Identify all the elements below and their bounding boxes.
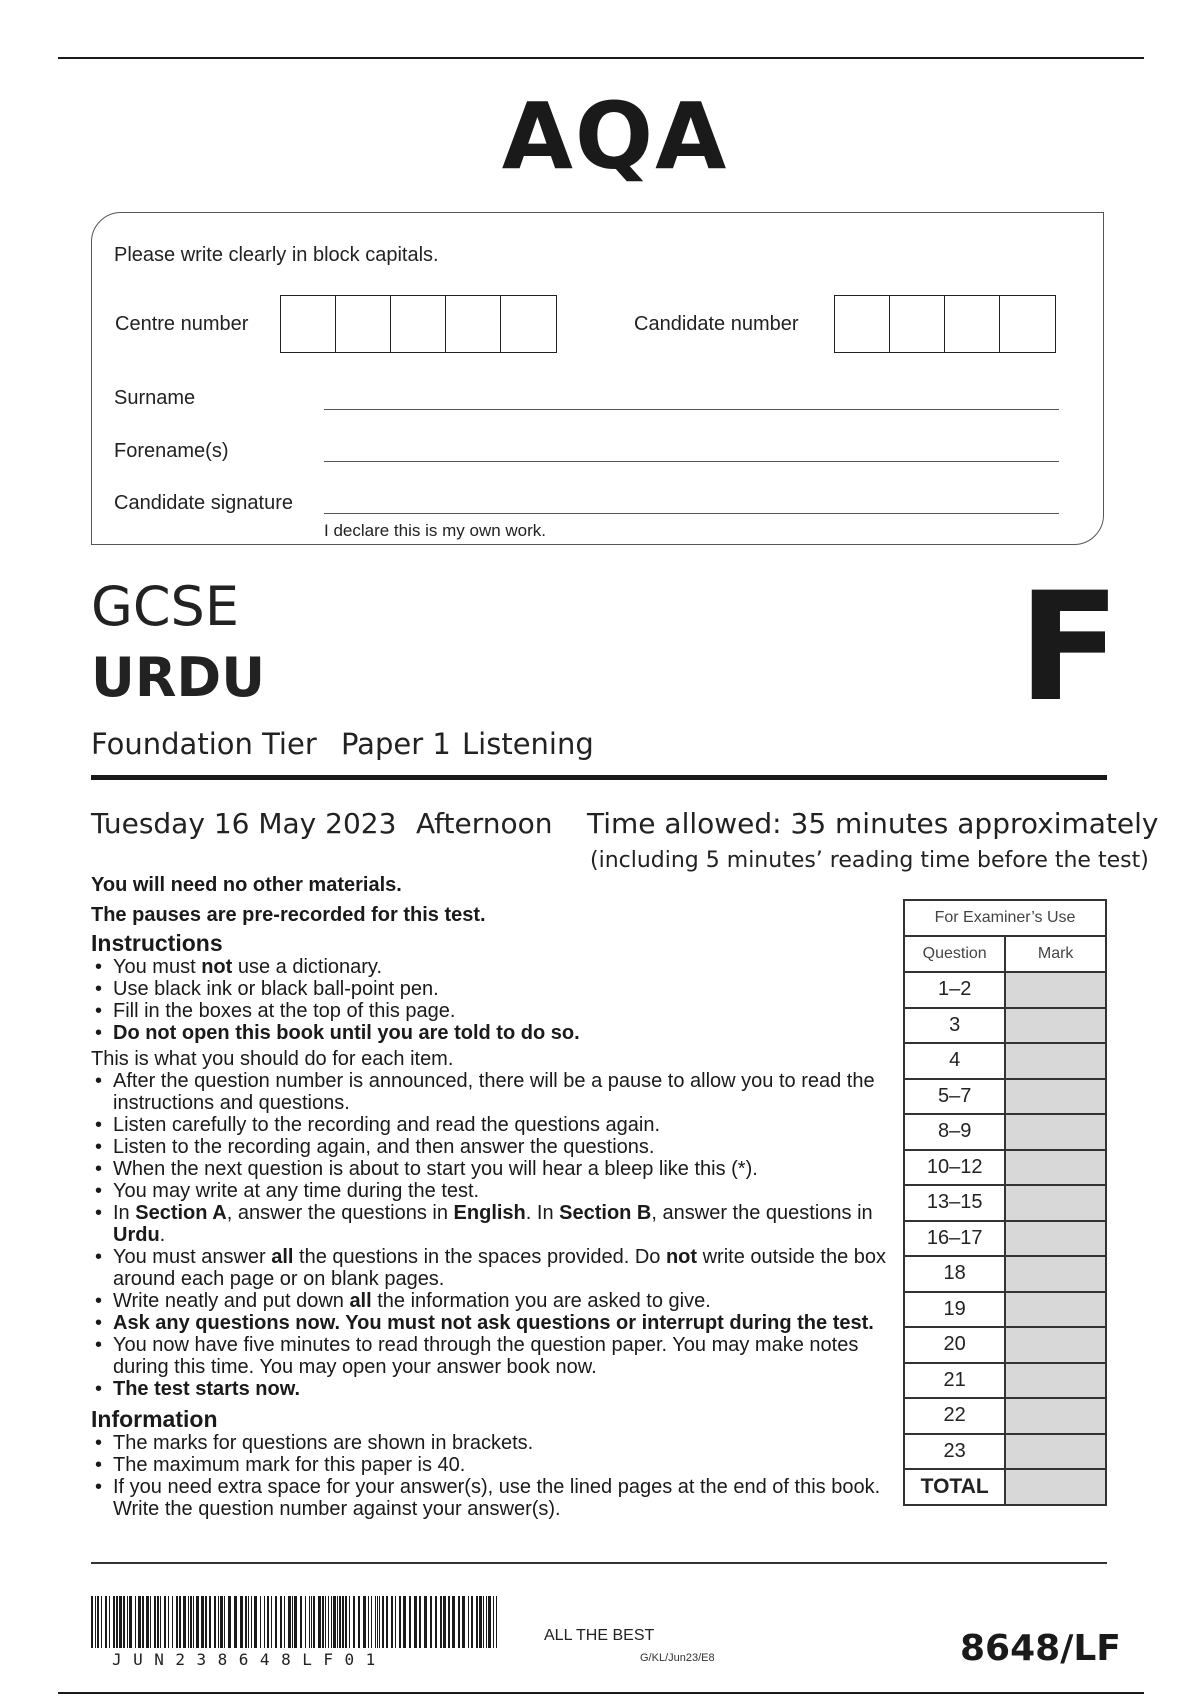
barcode-bar (337, 1596, 338, 1648)
question-cell: 16–17 (904, 1221, 1005, 1257)
barcode-bar (284, 1596, 285, 1648)
step-item: • Write neatly and put down all the information you are asked to give. (91, 1290, 891, 1312)
barcode-bar (288, 1596, 291, 1648)
barcode-bar (220, 1596, 223, 1648)
barcode-bar (254, 1596, 257, 1648)
mark-cell (1005, 1292, 1106, 1328)
barcode-bar (452, 1596, 455, 1648)
barcode-bar (440, 1596, 442, 1648)
barcode-bar (157, 1596, 159, 1648)
barcode-bar (414, 1596, 417, 1648)
question-cell: 23 (904, 1434, 1005, 1470)
barcode-bar (240, 1596, 243, 1648)
barcode-bar (377, 1596, 378, 1648)
question-cell: 22 (904, 1398, 1005, 1434)
barcode-bar (479, 1596, 482, 1648)
mark-cell (1005, 1434, 1106, 1470)
barcode-bar (234, 1596, 237, 1648)
barcode-bar (224, 1596, 225, 1648)
barcode-bar (196, 1596, 199, 1648)
barcode-bar (399, 1596, 401, 1648)
barcode-bar (97, 1596, 99, 1648)
exam-period: Afternoon (416, 807, 553, 840)
barcode-bar (183, 1596, 186, 1648)
question-cell: 3 (904, 1008, 1005, 1044)
barcode-bar (101, 1596, 102, 1648)
barcode-bar (468, 1596, 469, 1648)
step-item: • You may write at any time during the test. (91, 1180, 891, 1202)
barcode-bar (363, 1596, 366, 1648)
instruction-item: • Do not open this book until you are told to do so. (91, 1022, 891, 1044)
barcode-bar (305, 1596, 306, 1648)
barcode-bar (333, 1596, 336, 1648)
centre-digit-box[interactable] (336, 296, 391, 352)
barcode-bar (309, 1596, 310, 1648)
mark-cell (1005, 1398, 1106, 1434)
barcode-bar (496, 1596, 497, 1648)
step-item: • In Section A, answer the questions in English. In Section B, answer the questions in Urdu. (91, 1202, 891, 1246)
barcode-number: JUN238648LF01 (112, 1650, 387, 1669)
qualification-title: GCSE (91, 575, 239, 638)
question-cell: 13–15 (904, 1185, 1005, 1221)
barcode-bar (179, 1596, 181, 1648)
barcode-bar (228, 1596, 231, 1648)
question-column-header: Question (904, 936, 1005, 972)
centre-number-label: Centre number (115, 313, 249, 335)
instructions-list (91, 956, 891, 1044)
block-capitals-instruction: Please write clearly in block capitals. (114, 244, 439, 266)
barcode-bar (275, 1596, 277, 1648)
barcode-bar (493, 1596, 494, 1648)
mark-cell (1005, 1327, 1106, 1363)
barcode-bar (379, 1596, 380, 1648)
information-item: • If you need extra space for your answer(s), use the lined pages at the end of this book. Write the question number against your answer(s). (91, 1476, 891, 1520)
barcode-bar (188, 1596, 189, 1648)
information-heading: Information (91, 1406, 218, 1432)
barcode-bar (113, 1596, 115, 1648)
barcode-bar (342, 1596, 344, 1648)
time-allowed: Time allowed: 35 minutes approximately (587, 807, 1159, 840)
barcode-bar (251, 1596, 252, 1648)
barcode-bar (214, 1596, 216, 1648)
paper-label: Paper 1 (341, 727, 451, 761)
barcode-bar (193, 1596, 194, 1648)
barcode-bar (391, 1596, 393, 1648)
barcode-bar (353, 1596, 355, 1648)
barcode-bar (176, 1596, 178, 1648)
candidate-digit-box[interactable] (945, 296, 1000, 352)
mark-cell (1005, 1079, 1106, 1115)
total-mark-cell (1005, 1469, 1106, 1505)
barcode-bar (168, 1596, 169, 1648)
barcode-bar (325, 1596, 326, 1648)
barcode-bar (409, 1596, 411, 1648)
paper-code: 8648/LF (960, 1628, 1121, 1669)
barcode-bar (205, 1596, 207, 1648)
barcode-bar (419, 1596, 421, 1648)
barcode-bar (371, 1596, 372, 1648)
materials (91, 874, 891, 926)
barcode-bar (218, 1596, 219, 1648)
barcode-bar (127, 1596, 128, 1648)
barcode-bar (443, 1596, 446, 1648)
barcode-bar (154, 1596, 156, 1648)
barcode-bar (375, 1596, 376, 1648)
candidate-number-boxes[interactable] (834, 295, 1056, 353)
barcode-bar (164, 1596, 166, 1648)
top-rule (58, 57, 1144, 59)
footer-separator (91, 1562, 1107, 1564)
step-item: • Listen to the recording again, and then answer the questions. (91, 1136, 891, 1158)
question-cell: 5–7 (904, 1079, 1005, 1115)
mark-cell (1005, 972, 1106, 1008)
tier-letter: F (1018, 561, 1121, 735)
candidate-digit-box[interactable] (835, 296, 890, 352)
barcode-bar (209, 1596, 211, 1648)
barcode-bar (435, 1596, 437, 1648)
information-item: • The maximum mark for this paper is 40. (91, 1454, 891, 1476)
total-label: TOTAL (904, 1469, 1005, 1505)
barcode-bar (150, 1596, 151, 1648)
mark-cell (1005, 1114, 1106, 1150)
barcode-bar (138, 1596, 141, 1648)
bottom-rule (58, 1692, 1144, 1694)
forenames-field[interactable] (324, 461, 1059, 462)
question-cell: 20 (904, 1327, 1005, 1363)
centre-digit-box[interactable] (281, 296, 336, 352)
examiner-use-table (903, 899, 1107, 1506)
barcode-bar (119, 1596, 122, 1648)
forenames-label: Forename(s) (114, 440, 229, 462)
barcode-bar (311, 1596, 312, 1648)
mark-cell (1005, 1221, 1106, 1257)
barcode-bar (201, 1596, 204, 1648)
barcode-bar (382, 1596, 384, 1648)
step-item: • When the next question is about to start you will hear a bleep like this (*). (91, 1158, 891, 1180)
barcode-bar (395, 1596, 396, 1648)
barcode-bar (172, 1596, 173, 1648)
question-cell: 1–2 (904, 972, 1005, 1008)
question-cell: 10–12 (904, 1150, 1005, 1186)
information-item: • The marks for questions are shown in brackets. (91, 1432, 891, 1454)
candidate-digit-box[interactable] (1000, 296, 1055, 352)
barcode-bar (386, 1596, 388, 1648)
question-cell: 19 (904, 1292, 1005, 1328)
candidate-number-label: Candidate number (634, 313, 799, 335)
barcode-bar (160, 1596, 161, 1648)
barcode-bar (462, 1596, 465, 1648)
tier-label: Foundation Tier (91, 727, 317, 761)
barcode-bar (424, 1596, 427, 1648)
step-item: • After the question number is announced, there will be a pause to allow you to read the instructions and questions. (91, 1070, 891, 1114)
barcode-bar (331, 1596, 332, 1648)
mark-column-header: Mark (1005, 936, 1106, 972)
surname-label: Surname (114, 387, 196, 409)
barcode-bar (458, 1596, 460, 1648)
barcode-bar (471, 1596, 473, 1648)
barcode-bar (280, 1596, 282, 1648)
barcode-bar (368, 1596, 369, 1648)
step-item: • Listen carefully to the recording and read the questions again. (91, 1114, 891, 1136)
barcode-bar (488, 1596, 491, 1648)
barcode-bar (322, 1596, 324, 1648)
barcode-bar (339, 1596, 341, 1648)
barcode-bar (486, 1596, 487, 1648)
barcode-bar (129, 1596, 132, 1648)
signature-field[interactable] (324, 513, 1059, 514)
barcode-bar (245, 1596, 247, 1648)
centre-number-boxes[interactable] (280, 295, 557, 353)
barcode-bar (248, 1596, 249, 1648)
barcode-bar (448, 1596, 450, 1648)
mark-cell (1005, 1043, 1106, 1079)
barcode-bar (91, 1596, 93, 1648)
paper-reference: G/KL/Jun23/E8 (640, 1652, 715, 1664)
question-cell: 4 (904, 1043, 1005, 1079)
barcode-bar (403, 1596, 406, 1648)
barcode-bar (142, 1596, 144, 1648)
barcode-bar (349, 1596, 350, 1648)
examiner-table-title: For Examiner’s Use (904, 900, 1106, 936)
centre-digit-box[interactable] (501, 296, 556, 352)
instructions-section (91, 930, 891, 1520)
mark-cell (1005, 1363, 1106, 1399)
barcode-bar (271, 1596, 272, 1648)
barcode-bar (345, 1596, 347, 1648)
signature-label: Candidate signature (114, 492, 294, 514)
step-item: • The test starts now. (91, 1378, 891, 1400)
centre-digit-box[interactable] (446, 296, 501, 352)
exam-date: Tuesday 16 May 2023 (91, 807, 397, 840)
mark-cell (1005, 1185, 1106, 1221)
barcode (91, 1596, 501, 1648)
item-steps-list (91, 1070, 891, 1400)
materials-line: The pauses are pre-recorded for this test. (91, 904, 486, 926)
candidate-digit-box[interactable] (890, 296, 945, 352)
barcode-bar (95, 1596, 96, 1648)
barcode-bar (267, 1596, 269, 1648)
barcode-bar (292, 1596, 293, 1648)
information-list (91, 1432, 891, 1520)
step-item: • You must answer all the questions in the spaces provided. Do not write outside the box around each page or on blank pages. (91, 1246, 891, 1290)
item-intro: This is what you should do for each item. (91, 1048, 454, 1070)
instructions-heading: Instructions (91, 930, 223, 956)
instruction-item: • You must not use a dictionary. (91, 956, 891, 978)
mark-cell (1005, 1008, 1106, 1044)
instruction-item: • Use black ink or black ball-point pen. (91, 978, 891, 1000)
mark-cell (1005, 1256, 1106, 1292)
barcode-bar (190, 1596, 192, 1648)
step-item: • You now have five minutes to read through the question paper. You may make notes during this time. You may open your answer book now. (91, 1334, 891, 1378)
barcode-bar (146, 1596, 149, 1648)
barcode-bar (109, 1596, 110, 1648)
barcode-bar (328, 1596, 329, 1648)
materials-line: You will need no other materials. (91, 874, 402, 896)
centre-digit-box[interactable] (391, 296, 446, 352)
barcode-bar (300, 1596, 302, 1648)
barcode-bar (313, 1596, 315, 1648)
aqa-logo: AQA (501, 83, 729, 190)
surname-field[interactable] (324, 409, 1059, 410)
barcode-bar (318, 1596, 321, 1648)
subject-title: URDU (91, 646, 266, 709)
mark-cell (1005, 1150, 1106, 1186)
barcode-bar (483, 1596, 484, 1648)
barcode-bar (264, 1596, 265, 1648)
title-rule (91, 775, 1107, 780)
reading-time-note: (including 5 minutes’ reading time before the test) (590, 848, 1149, 873)
component-label: Listening (462, 727, 594, 761)
step-item: • Ask any questions now. You must not ask questions or interrupt during the test. (91, 1312, 891, 1334)
instruction-item: • Fill in the boxes at the top of this page. (91, 1000, 891, 1022)
barcode-bar (105, 1596, 107, 1648)
barcode-bar (135, 1596, 136, 1648)
declaration-text: I declare this is my own work. (324, 521, 547, 540)
footer-note: ALL THE BEST (544, 1627, 655, 1644)
question-cell: 8–9 (904, 1114, 1005, 1150)
barcode-bar (358, 1596, 360, 1648)
barcode-bar (260, 1596, 261, 1648)
question-cell: 21 (904, 1363, 1005, 1399)
barcode-bar (476, 1596, 478, 1648)
barcode-bar (430, 1596, 432, 1648)
barcode-bar (294, 1596, 297, 1648)
barcode-bar (123, 1596, 125, 1648)
barcode-bar (116, 1596, 118, 1648)
question-cell: 18 (904, 1256, 1005, 1292)
